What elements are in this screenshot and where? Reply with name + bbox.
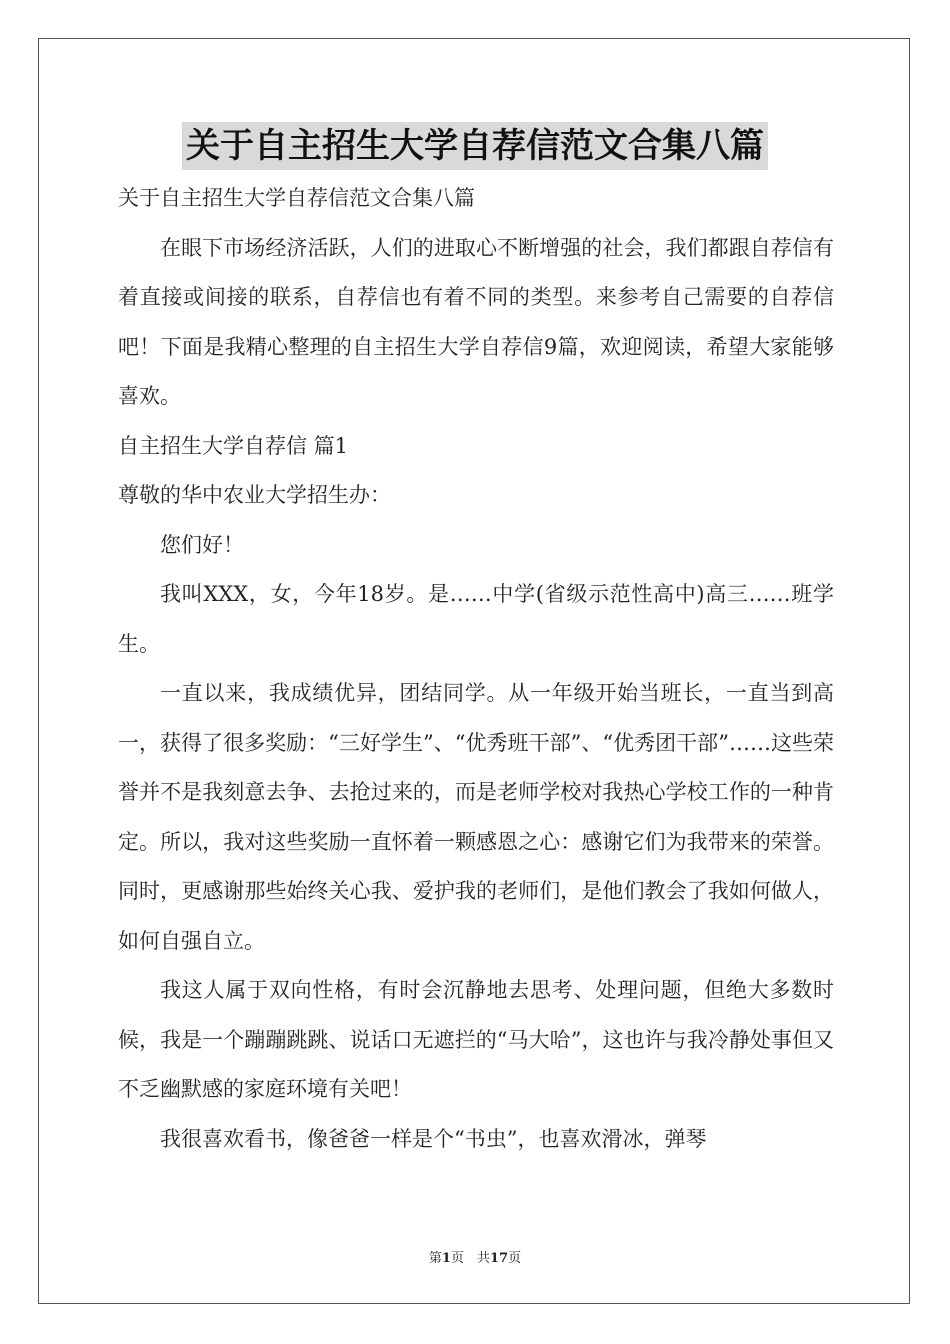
paragraph: 一直以来，我成绩优异，团结同学。从一年级开始当班长，一直当到高一，获得了很多奖励：“三好学生”、“优秀班干部”、“优秀团干部”……这些荣誉并不是我刻意去争、去抢过来的，而是老师学校对我热心学校工作的一种肯定。所以，我对这些奖励一直怀着一颗感恩之心：感谢它们为我带来的荣誉。同时，更感谢那些始终关心我、爱护我的老师们，是他们教会了我如何做人，如何自强自立。	[118, 681, 834, 953]
document-title: 关于自主招生大学自荐信范文合集八篇	[182, 122, 768, 170]
paragraph: 关于自主招生大学自荐信范文合集八篇	[118, 186, 475, 210]
paragraph: 我叫XXX，女，今年18岁。是……中学(省级示范性高中)高三……班学生。	[118, 582, 834, 656]
paragraph: 自主招生大学自荐信 篇1	[118, 433, 349, 458]
footer-prefix: 第	[428, 1251, 442, 1266]
paragraph: 我这人属于双向性格，有时会沉静地去思考、处理问题，但绝大多数时候，我是一个蹦蹦跳跳、说话口无遮拦的“马大哈”，这也许与我冷静处事但又不乏幽默感的家庭环境有关吧！	[118, 978, 834, 1101]
footer-mid: 页 共	[450, 1251, 490, 1266]
paragraph: 您们好！	[160, 532, 244, 557]
footer-total-pages: 17	[489, 1251, 509, 1266]
paragraph: 在眼下市场经济活跃，人们的进取心不断增强的社会，我们都跟自荐信有着直接或间接的联系，自荐信也有着不同的类型。来参考自己需要的自荐信吧！下面是我精心整理的自主招生大学自荐信9篇，欢迎阅读，希望大家能够喜欢。	[118, 235, 834, 408]
page-footer	[0, 1247, 950, 1266]
title-container	[0, 122, 950, 170]
paragraph: 我很喜欢看书，像爸爸一样是个“书虫”，也喜欢滑冰，弹琴	[160, 1126, 707, 1151]
footer-current-page: 1	[441, 1251, 451, 1266]
paragraph: 尊敬的华中农业大学招生办：	[118, 483, 391, 507]
document-body	[118, 174, 834, 1164]
footer-suffix: 页	[508, 1251, 522, 1266]
